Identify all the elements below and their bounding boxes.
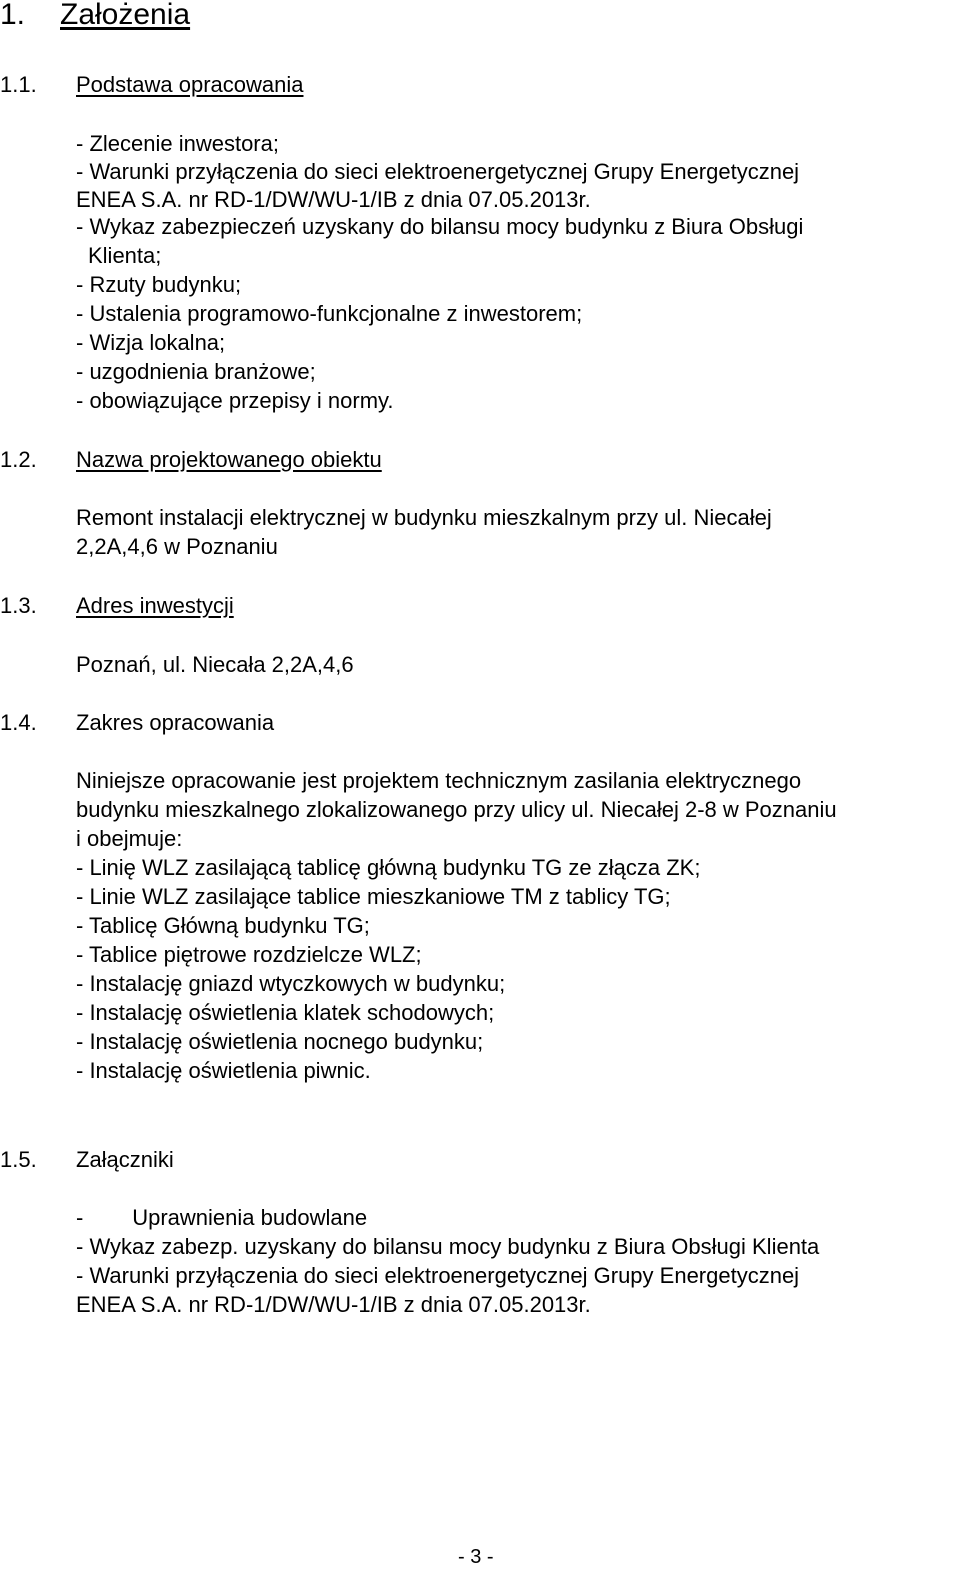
section-title-1-2: Nazwa projektowanego obiektu xyxy=(76,447,382,472)
list-item: - Linie WLZ zasilające tablice mieszkaniowe TM z tablicy TG; xyxy=(76,884,671,909)
paragraph-line: 2,2A,4,6 w Poznaniu xyxy=(76,534,278,559)
list-item: - Tablicę Główną budynku TG; xyxy=(76,913,370,938)
list-item: - Warunki przyłączenia do sieci elektroenergetycznej Grupy Energetycznej xyxy=(76,1263,800,1288)
list-item: ENEA S.A. nr RD-1/DW/WU-1/IB z dnia 07.05.2013r. xyxy=(76,1292,591,1317)
paragraph-line: Niniejsze opracowanie jest projektem technicznym zasilania elektrycznego xyxy=(76,768,802,793)
list-item: - Instalację oświetlenia klatek schodowych; xyxy=(76,1000,495,1025)
list-item: - Uprawnienia budowlane xyxy=(76,1205,368,1230)
list-item: - Ustalenia programowo-funkcjonalne z inwestorem; xyxy=(76,301,583,326)
list-item: - Warunki przyłączenia do sieci elektroenergetycznej Grupy Energetycznej xyxy=(76,159,800,184)
section-title-1-4: Zakres opracowania xyxy=(76,710,275,735)
section-number-1-2: 1.2. xyxy=(0,447,37,472)
chapter-title: Założenia xyxy=(60,0,191,31)
section-number-1-5: 1.5. xyxy=(0,1147,37,1172)
list-item: - Linię WLZ zasilającą tablicę główną budynku TG ze złącza ZK; xyxy=(76,855,701,880)
list-item: ENEA S.A. nr RD-1/DW/WU-1/IB z dnia 07.05.2013r. xyxy=(76,187,591,212)
section-title-1-5: Załączniki xyxy=(76,1147,174,1172)
section-number-1-1: 1.1. xyxy=(0,72,37,97)
list-item: - Instalację gniazd wtyczkowych w budynku; xyxy=(76,971,506,996)
list-item: - Tablice piętrowe rozdzielcze WLZ; xyxy=(76,942,422,967)
paragraph-line: Remont instalacji elektrycznej w budynku mieszkalnym przy ul. Niecałej xyxy=(76,505,772,530)
paragraph-line: Poznań, ul. Niecała 2,2A,4,6 xyxy=(76,652,354,677)
list-item: - Wykaz zabezpieczeń uzyskany do bilansu mocy budynku z Biura Obsługi xyxy=(76,214,804,239)
section-number-1-4: 1.4. xyxy=(0,710,37,735)
list-item: - uzgodnienia branżowe; xyxy=(76,359,316,384)
list-item: - obowiązujące przepisy i normy. xyxy=(76,388,394,413)
paragraph-line: budynku mieszkalnego zlokalizowanego przy ulicy ul. Niecałej 2-8 w Poznaniu xyxy=(76,797,837,822)
list-item: - Zlecenie inwestora; xyxy=(76,131,279,156)
page-number: - 3 - xyxy=(458,1546,494,1568)
list-item: - Instalację oświetlenia piwnic. xyxy=(76,1058,371,1083)
section-title-1-1: Podstawa opracowania xyxy=(76,72,304,97)
list-item: - Instalację oświetlenia nocnego budynku; xyxy=(76,1029,484,1054)
list-item: - Wizja lokalna; xyxy=(76,330,226,355)
paragraph-line: i obejmuje: xyxy=(76,826,183,851)
section-title-1-3: Adres inwestycji xyxy=(76,593,234,618)
list-item: - Rzuty budynku; xyxy=(76,272,242,297)
chapter-number: 1. xyxy=(0,0,26,31)
list-item: - Wykaz zabezp. uzyskany do bilansu mocy budynku z Biura Obsługi Klienta xyxy=(76,1234,820,1259)
list-item: Klienta; xyxy=(88,243,162,268)
section-number-1-3: 1.3. xyxy=(0,593,37,618)
